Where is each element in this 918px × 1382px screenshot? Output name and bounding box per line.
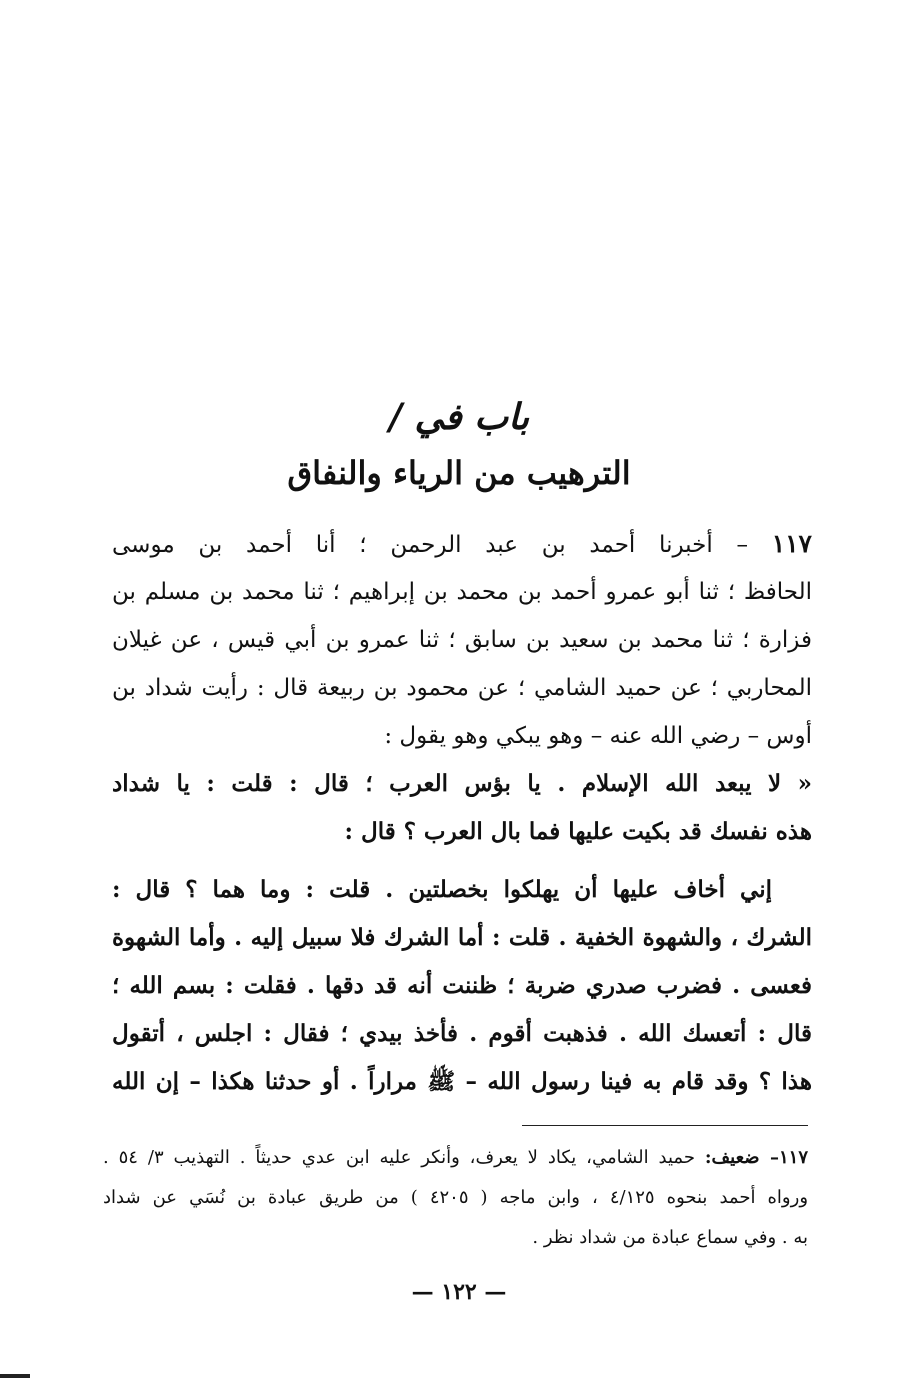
body-line: إني أخاف عليها أن يهلكوا بخصلتين . قلت : وما هما ؟ قال : [112, 876, 772, 903]
body-line-text: – أخبرنا أحمد بن عبد الرحمن ؛ أنا أحمد بن موسى [112, 532, 748, 558]
footnote-label: ١١٧– ضعيف: [704, 1147, 808, 1168]
body-line: فزارة ؛ ثنا محمد بن سعيد بن سابق ؛ ثنا عمرو بن أبي قيس ، عن غيلان [112, 627, 812, 653]
footnote-line [103, 1138, 808, 1178]
footnote-text: حميد الشامي، يكاد لا يعرف، وأنكر عليه ابن عدي حديثاً . التهذيب ٣/ ٥٤ . [103, 1147, 695, 1168]
body-line: فعسى . فضرب صدري ضربة ؛ ظننت أنه قد دقها . فقلت : بسم الله ؛ [112, 972, 812, 999]
body-line [112, 520, 812, 568]
body-line: « لا يبعد الله الإسلام . يا بؤس العرب ؛ قال : قلت : يا شداد [112, 770, 812, 797]
body-line: هذه نفسك قد بكيت عليها فما بال العرب ؟ قال : [344, 818, 812, 845]
scan-edge-mark [0, 1374, 30, 1378]
body-line: الحافظ ؛ ثنا أبو عمرو أحمد بن محمد بن إبراهيم ؛ ثنا محمد بن مسلم بن [112, 579, 812, 605]
body-line: المحاربي ؛ عن حميد الشامي ؛ عن محمود بن ربيعة قال : رأيت شداد بن [112, 675, 812, 701]
hadith-number: ١١٧ [771, 529, 812, 558]
page-number: — ١٢٢ — [411, 1279, 507, 1305]
body-line: الشرك ، والشهوة الخفية . قلت : أما الشرك فلا سبيل إليه . وأما الشهوة [112, 924, 812, 951]
body-line: هذا ؟ وقد قام به فينا رسول الله – ﷺ مراراً . أو حدثنا هكذا – إن الله [112, 1068, 812, 1095]
footnote-divider [522, 1125, 808, 1126]
hadith-text [112, 520, 812, 1106]
chapter-title: الترهيب من الرياء والنفاق [287, 454, 631, 492]
footnotes [103, 1138, 808, 1258]
footnote-line: به . وفي سماع عبادة من شداد نظر . [532, 1227, 808, 1248]
body-line: قال : أتعسك الله . فذهبت أقوم . فأخذ بيدي ؛ فقال : اجلس ، أتقول [112, 1020, 812, 1047]
footnote-line: ورواه أحمد بنحوه ٤/١٢٥ ، وابن ماجه ( ٤٢٠٥ ) من طريق عبادة بن نُسَي عن شداد [103, 1187, 808, 1208]
body-line: أوس – رضي الله عنه – وهو يبكي وهو يقول : [384, 723, 812, 749]
chapter-label: باب في / [388, 396, 530, 438]
